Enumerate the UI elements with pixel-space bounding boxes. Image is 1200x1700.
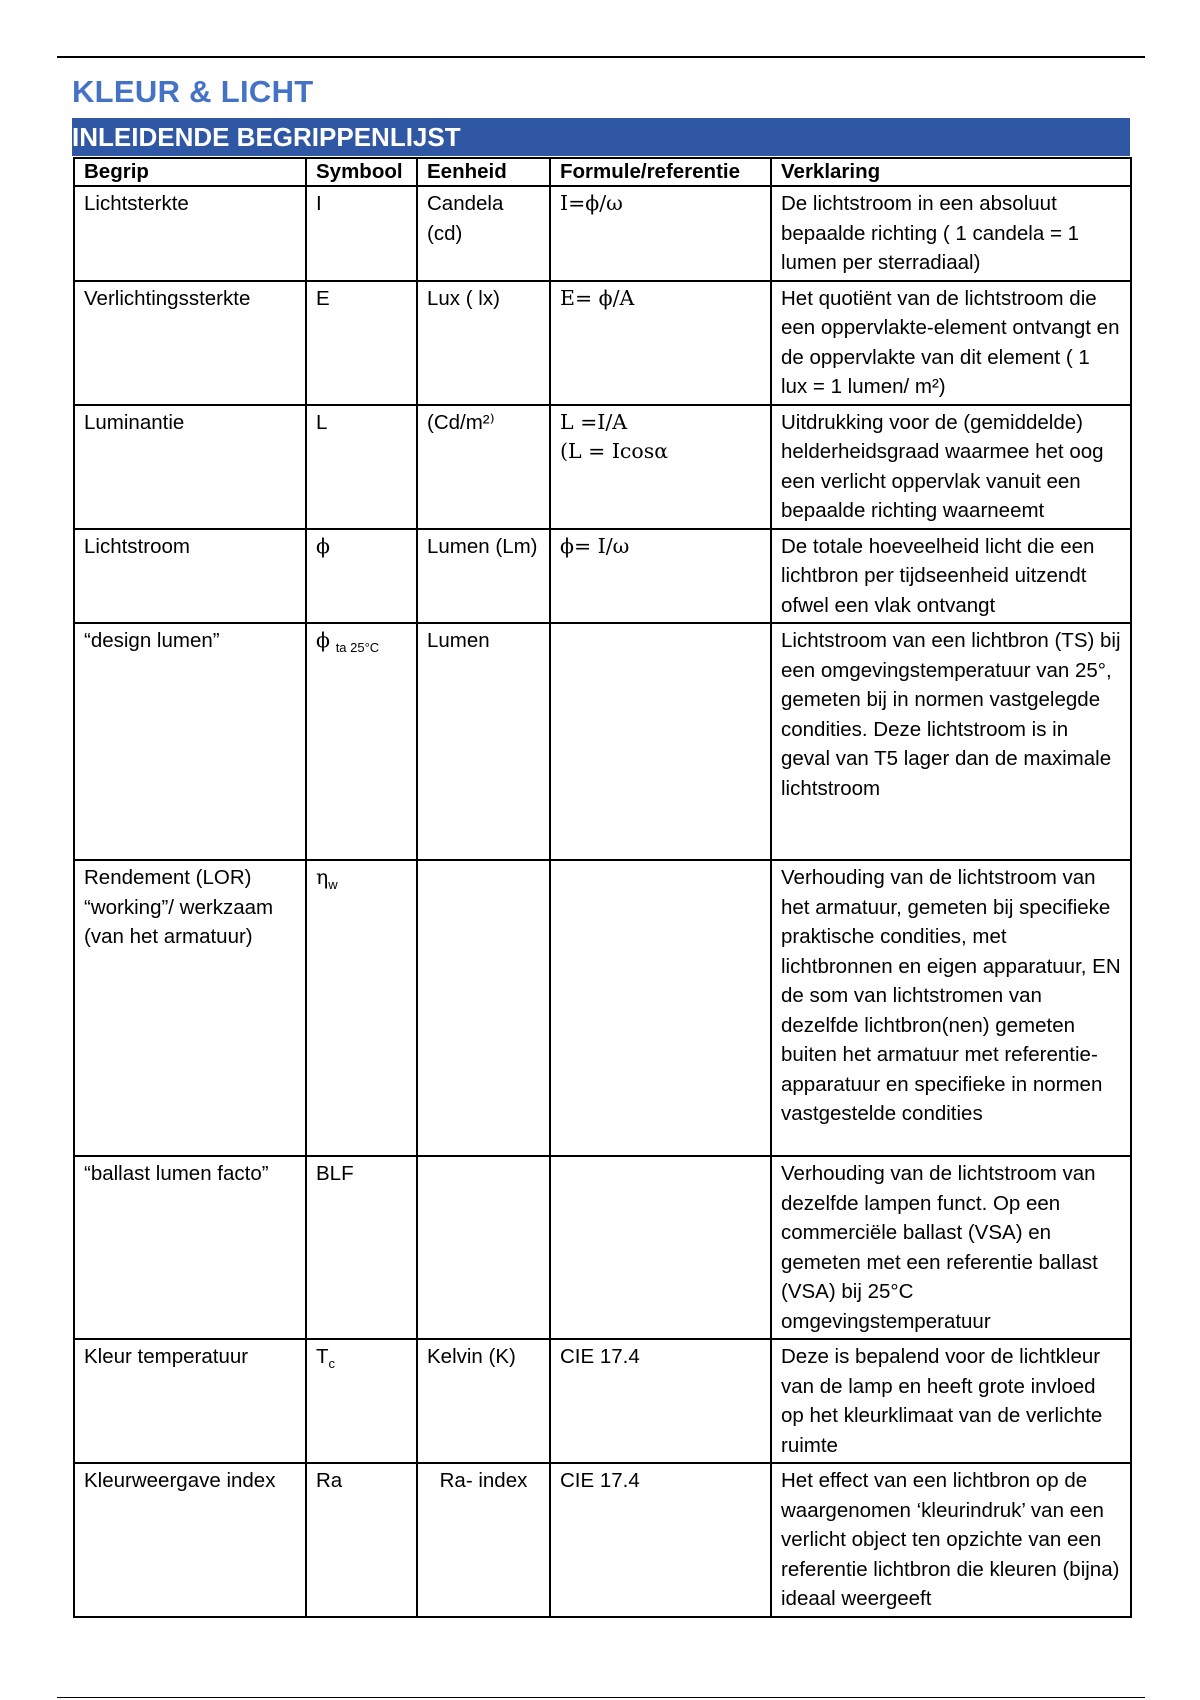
cell-begrip: Kleurweergave index — [74, 1463, 306, 1617]
cell-formule — [550, 860, 771, 1156]
top-rule — [57, 56, 1145, 58]
symbol-text: ϕ — [316, 628, 330, 652]
table-row — [74, 405, 1131, 529]
cell-verklaring: Uitdrukking voor de (gemiddelde) helderheidsgraad waarmee het oog een verlicht oppervlak vanuit een bepaalde richting waarneemt — [771, 405, 1131, 529]
cell-begrip: Rendement (LOR) “working”/ werkzaam (van het armatuur) — [74, 860, 306, 1156]
cell-formule: CIE 17.4 — [550, 1463, 771, 1617]
cell-begrip: “design lumen” — [74, 623, 306, 860]
cell-eenheid: (Cd/m²⁾ — [417, 405, 550, 529]
table-row — [74, 529, 1131, 624]
symbol-text: η — [316, 865, 329, 889]
header-formule: Formule/referentie — [550, 158, 771, 186]
table-row — [74, 1156, 1131, 1339]
cell-verklaring: Lichtstroom van een lichtbron (TS) bij een omgevingstemperatuur van 25°, gemeten bij in normen vastgelegde condities. Deze lichtstroom is in geval van T5 lager dan de maximale lichtstroom — [771, 623, 1131, 860]
cell-eenheid: Kelvin (K) — [417, 1339, 550, 1463]
cell-verklaring: Verhouding van de lichtstroom van dezelfde lampen funct. Op een commerciële ballast (VSA) en gemeten met een referentie ballast (VSA) bij 25°C omgevingstemperatuur — [771, 1156, 1131, 1339]
table-row — [74, 281, 1131, 405]
symbol-text: L — [316, 410, 328, 434]
cell-eenheid — [417, 860, 550, 1156]
cell-verklaring: Deze is bepalend voor de lichtkleur van de lamp en heeft grote invloed op het kleurklimaat van de verlichte ruimte — [771, 1339, 1131, 1463]
symbol-text: BLF — [316, 1162, 354, 1185]
symbol-text: I — [316, 192, 322, 215]
cell-verklaring: De lichtstroom in een absoluut bepaalde richting ( 1 candela = 1 lumen per sterradiaal) — [771, 186, 1131, 281]
cell-symbool — [306, 860, 417, 1156]
cell-eenheid — [417, 1156, 550, 1339]
symbol-text: Ra — [316, 1469, 343, 1492]
cell-formule — [550, 623, 771, 860]
cell-symbool — [306, 186, 417, 281]
cell-verklaring: Verhouding van de lichtstroom van het armatuur, gemeten bij specifieke praktische condities, met lichtbronnen en eigen apparatuur, EN de som van lichtstromen van dezelfde lichtbron(nen) gemeten buiten het armatuur met referentie-apparatuur en specifieke in normen vastgestelde condities — [771, 860, 1131, 1156]
symbol-text: T — [316, 1345, 329, 1368]
formula-text: ϕ= I/ω — [560, 533, 630, 558]
cell-verklaring: Het quotiënt van de lichtstroom die een oppervlakte-element ontvangt en de oppervlakte van dit element ( 1 lux = 1 lumen/ m²) — [771, 281, 1131, 405]
table-row — [74, 186, 1131, 281]
cell-eenheid: Candela (cd) — [417, 186, 550, 281]
cell-symbool — [306, 281, 417, 405]
cell-begrip: Luminantie — [74, 405, 306, 529]
bottom-rule — [57, 1697, 1145, 1698]
cell-formule — [550, 281, 771, 405]
cell-begrip: “ballast lumen facto” — [74, 1156, 306, 1339]
cell-formule — [550, 1156, 771, 1339]
symbol-subscript: c — [328, 1356, 336, 1372]
section-banner: INLEIDENDE BEGRIPPENLIJST — [72, 118, 1130, 156]
cell-begrip: Kleur temperatuur — [74, 1339, 306, 1463]
header-symbool: Symbool — [306, 158, 417, 186]
cell-symbool — [306, 1156, 417, 1339]
header-verklaring: Verklaring — [771, 158, 1131, 186]
cell-begrip: Lichtsterkte — [74, 186, 306, 281]
symbol-subscript: ta 25°C — [335, 640, 380, 656]
cell-formule — [550, 405, 771, 529]
cell-begrip: Verlichtingssterkte — [74, 281, 306, 405]
symbol-subscript: w — [328, 877, 338, 893]
cell-symbool — [306, 529, 417, 624]
cell-symbool — [306, 1339, 417, 1463]
table-row — [74, 1339, 1131, 1463]
cell-eenheid: Ra- index — [417, 1463, 550, 1617]
cell-eenheid: Lux ( lx) — [417, 281, 550, 405]
cell-symbool — [306, 405, 417, 529]
table-row — [74, 860, 1131, 1156]
cell-eenheid: Lumen (Lm) — [417, 529, 550, 624]
formula-text: L =I/A — [560, 409, 628, 434]
cell-symbool — [306, 623, 417, 860]
cell-verklaring: De totale hoeveelheid licht die een lichtbron per tijdseenheid uitzendt ofwel een vlak ontvangt — [771, 529, 1131, 624]
formula-text-alt: (L = Icosα — [560, 439, 669, 463]
table-header-row — [74, 158, 1131, 186]
cell-verklaring: Het effect van een lichtbron op de waargenomen ‘kleurindruk’ van een verlicht object ten opzichte van een referentie lichtbron die kleuren (bijna) ideaal weergeeft — [771, 1463, 1131, 1617]
header-begrip: Begrip — [74, 158, 306, 186]
formula-text: I=ϕ/ω — [560, 191, 623, 215]
header-eenheid: Eenheid — [417, 158, 550, 186]
cell-formule — [550, 529, 771, 624]
symbol-text: E — [316, 286, 330, 310]
page-title: KLEUR & LICHT — [72, 74, 314, 109]
glossary-table — [73, 157, 1132, 1618]
formula-text: E= ϕ/A — [560, 285, 635, 310]
cell-formule — [550, 186, 771, 281]
table-row — [74, 623, 1131, 860]
cell-begrip: Lichtstroom — [74, 529, 306, 624]
table-row — [74, 1463, 1131, 1617]
cell-eenheid: Lumen — [417, 623, 550, 860]
symbol-text: ϕ — [316, 533, 330, 558]
cell-formule: CIE 17.4 — [550, 1339, 771, 1463]
cell-symbool — [306, 1463, 417, 1617]
